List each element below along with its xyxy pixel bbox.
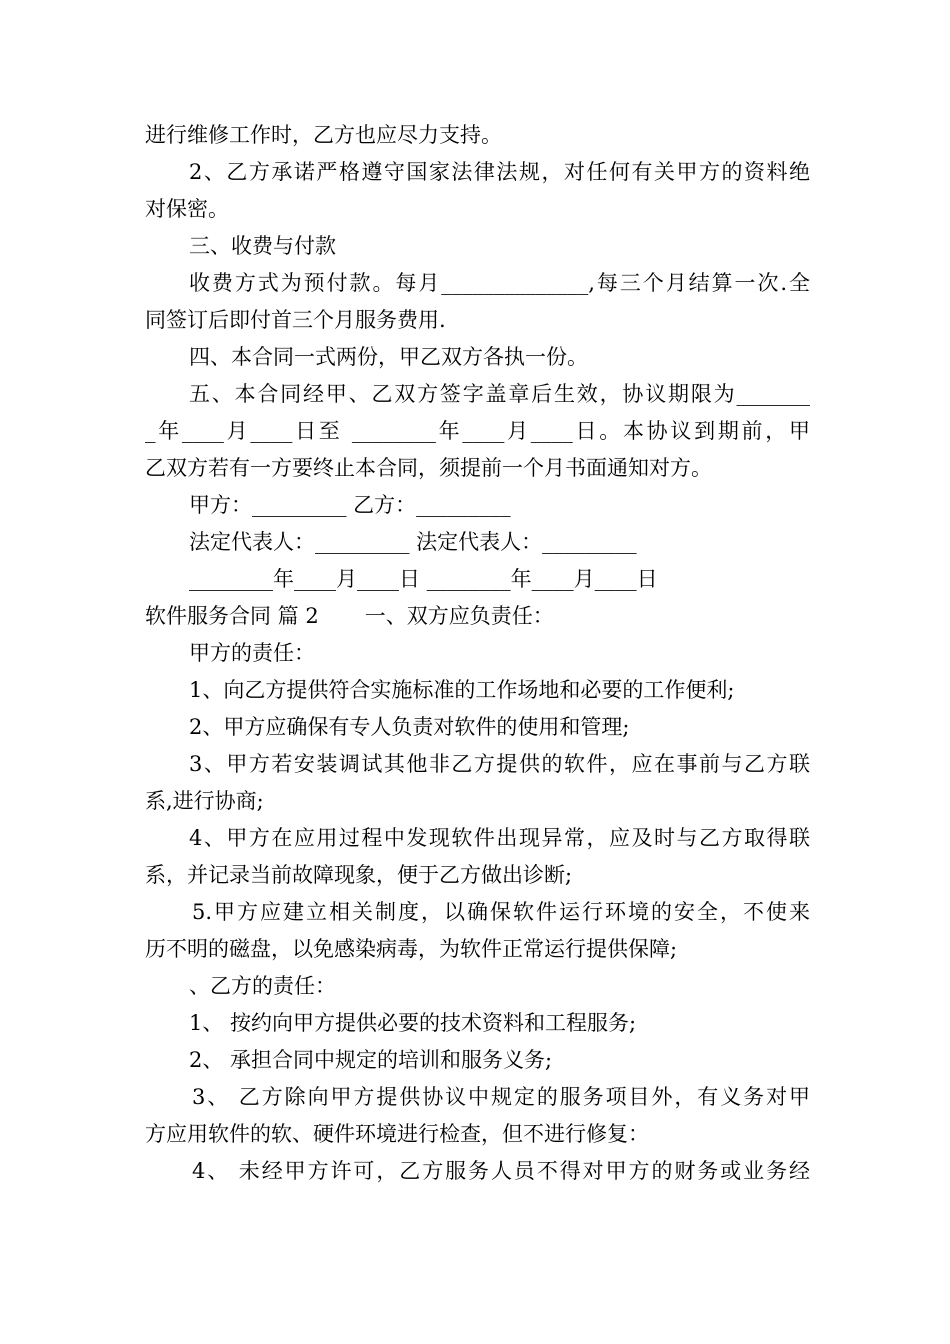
list-item: 3、甲方若安装调试其他非乙方提供的软件，应在事前与乙方联	[189, 752, 810, 776]
list-item: 3、 乙方除向甲方提供协议中规定的服务项目外，有义务对甲	[192, 1085, 810, 1109]
signature-line: 甲方：_________ 乙方：_________	[189, 493, 511, 517]
paragraph-line: 2、乙方承诺严格遵守国家法律法规，对任何有关甲方的资料绝	[189, 160, 810, 184]
paragraph-line: 四、本合同一式两份，甲乙双方各执一份。	[189, 345, 588, 369]
paragraph-line: _年____月____日至 ________年____月____日。本协议到期前，甲	[145, 419, 810, 443]
paragraph-line: 乙双方若有一方要终止本合同，须提前一个月书面通知对方。	[145, 456, 712, 480]
date-line: ________年____月____日 ________年____月____日	[189, 567, 658, 591]
list-item: 4、 未经甲方许可，乙方服务人员不得对甲方的财务或业务经	[192, 1159, 810, 1183]
list-item-continuation: 系，并记录当前故障现象，便于乙方做出诊断;	[145, 863, 573, 887]
list-item: 2、 承担合同中规定的培训和服务义务;	[189, 1048, 553, 1072]
section-title: 软件服务合同 篇 2	[145, 604, 319, 628]
section-first-item: 一、双方应负责任：	[364, 604, 554, 628]
paragraph-line: 、乙方的责任：	[189, 974, 336, 998]
representative-line: 法定代表人：_________ 法定代表人：_________	[189, 530, 637, 554]
section-title-row	[145, 602, 810, 630]
section-heading: 三、收费与付款	[189, 234, 336, 258]
list-item: 2、甲方应确保有专人负责对软件的使用和管理;	[189, 715, 630, 739]
paragraph-line: 甲方的责任：	[189, 641, 315, 665]
list-item: 1、向乙方提供符合实施标准的工作场地和必要的工作便利;	[189, 678, 735, 702]
list-item: 1、 按约向甲方提供必要的技术资料和工程服务;	[189, 1011, 637, 1035]
list-item: 4、甲方在应用过程中发现软件出现异常，应及时与乙方取得联	[189, 826, 810, 850]
paragraph-line: 五、本合同经甲、乙双方签字盖章后生效，协议期限为_______	[189, 382, 810, 406]
paragraph-line: 进行维修工作时，乙方也应尽力支持。	[145, 123, 502, 147]
list-item-continuation: 系,进行协商;	[145, 789, 264, 813]
paragraph-line: 同签订后即付首三个月服务费用.	[145, 308, 446, 332]
paragraph-line: 收费方式为预付款。每月______________,每三个月结算一次.全	[189, 271, 810, 295]
list-item-continuation: 方应用软件的软、硬件环境进行检查，但不进行修复：	[145, 1122, 649, 1146]
list-item-continuation: 历不明的磁盘，以免感染病毒，为软件正常运行提供保障;	[145, 937, 678, 961]
list-item: 5.甲方应建立相关制度，以确保软件运行环境的安全，不使来	[192, 900, 810, 924]
paragraph-line: 对保密。	[145, 197, 229, 221]
